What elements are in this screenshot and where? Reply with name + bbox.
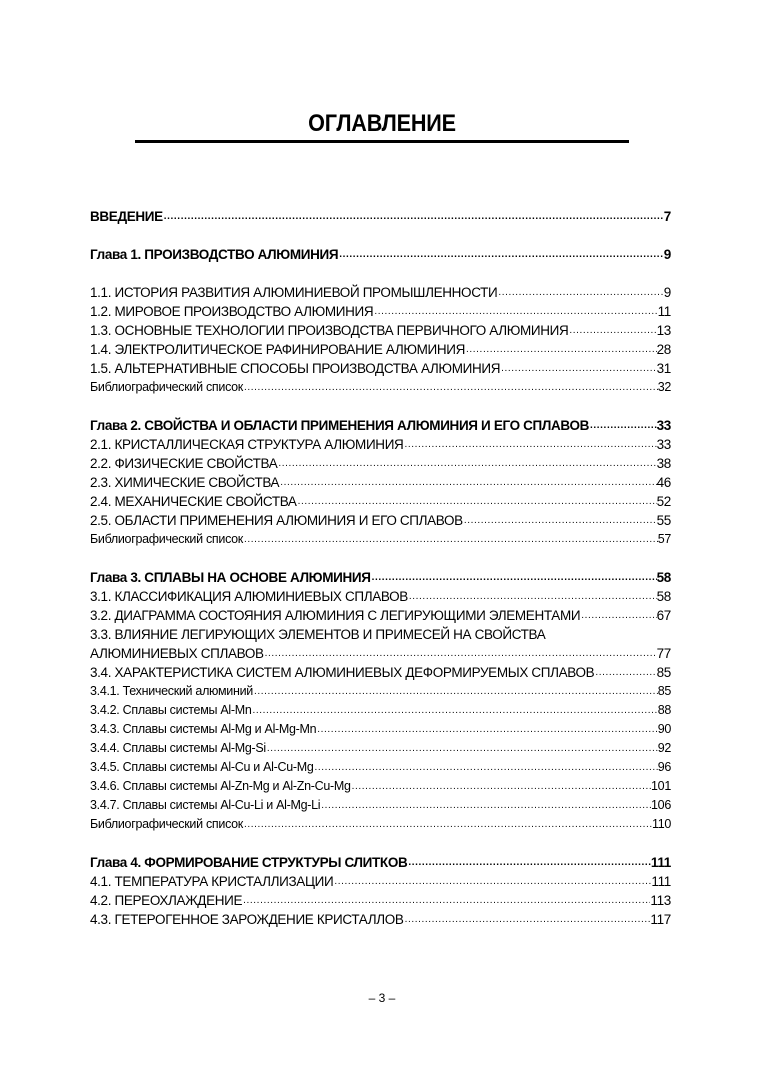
toc-chapter-3[interactable] (90, 568, 671, 587)
toc-entry-title: 3.3. ВЛИЯНИЕ ЛЕГИРУЮЩИХ ЭЛЕМЕНТОВ И ПРИМЕСЕЙ НА СВОЙСТВА (90, 627, 546, 642)
toc-leader (279, 473, 656, 492)
toc-subentry[interactable] (90, 758, 671, 777)
toc-entry[interactable] (90, 473, 671, 492)
toc-leader (568, 321, 656, 340)
toc-leader (338, 245, 664, 264)
toc-entry-page: 111 (650, 855, 671, 870)
toc-entry-title: 3.4.3. Сплавы системы Al-Mg и Al-Mg-Mn (90, 722, 317, 736)
toc-leader (500, 359, 656, 378)
toc-leader (320, 796, 651, 815)
toc-entry-page: 117 (650, 912, 671, 927)
toc-entry-page: 77 (656, 646, 671, 661)
toc-entry-title: 3.4.5. Сплавы системы Al-Cu и Al-Cu-Mg (90, 760, 314, 774)
toc-leader (404, 910, 651, 929)
toc-leader (463, 511, 657, 530)
toc-entry[interactable] (90, 302, 671, 321)
toc-leader (333, 872, 651, 891)
toc-entry-title: 2.1. КРИСТАЛЛИЧЕСКАЯ СТРУКТУРА АЛЮМИНИЯ (90, 437, 404, 452)
page-title: ОГЛАВЛЕНИЕ (308, 110, 456, 137)
toc-entry[interactable] (90, 663, 671, 682)
toc-leader (252, 701, 658, 720)
toc-subentry[interactable] (90, 682, 671, 701)
toc-entry-title: 3.4. ХАРАКТЕРИСТИКА СИСТЕМ АЛЮМИНИЕВЫХ ДЕФОРМИРУЕМЫХ СПЛАВОВ (90, 665, 595, 680)
toc-entry-intro[interactable] (90, 207, 671, 226)
toc-entry-title: 2.3. ХИМИЧЕСКИЕ СВОЙСТВА (90, 475, 280, 490)
toc-leader (594, 663, 656, 682)
toc-entry-page: 31 (656, 361, 671, 376)
toc-leader (264, 644, 657, 663)
toc-entry-title: 3.4.6. Сплавы системы Al-Zn-Mg и Al-Zn-Cu-Mg (90, 779, 351, 793)
toc-entry-page: 92 (657, 741, 671, 755)
toc-entry-title: 1.5. АЛЬТЕРНАТИВНЫЕ СПОСОБЫ ПРОИЗВОДСТВА АЛЮМИНИЯ (90, 361, 501, 376)
toc-entry-page: 13 (656, 323, 671, 338)
toc-leader (316, 720, 657, 739)
toc-entry-title: 4.2. ПЕРЕОХЛАЖДЕНИЕ (90, 893, 243, 908)
toc-subentry[interactable] (90, 720, 671, 739)
toc-entry-title: 3.4.4. Сплавы системы Al-Mg-Si (90, 741, 266, 755)
toc-entry[interactable] (90, 587, 671, 606)
toc-entry[interactable] (90, 454, 671, 473)
toc-entry-title: 1.1. ИСТОРИЯ РАЗВИТИЯ АЛЮМИНИЕВОЙ ПРОМЫШЛЕННОСТИ (90, 285, 498, 300)
toc-entry-page: 88 (657, 703, 671, 717)
toc-entry-title: 3.1. КЛАССИФИКАЦИЯ АЛЮМИНИЕВЫХ СПЛАВОВ (90, 589, 408, 604)
toc-entry-title: 4.3. ГЕТЕРОГЕННОЕ ЗАРОЖДЕНИЕ КРИСТАЛЛОВ (90, 912, 404, 927)
toc-leader (373, 302, 657, 321)
toc-leader (277, 454, 656, 473)
toc-entry-page: 33 (656, 437, 671, 452)
toc-entry-title: 4.1. ТЕМПЕРАТУРА КРИСТАЛЛИЗАЦИИ (90, 874, 334, 889)
toc-entry-title: АЛЮМИНИЕВЫХ СПЛАВОВ (90, 646, 264, 661)
toc-entry-page: 9 (663, 285, 671, 300)
toc-entry[interactable] (90, 872, 671, 891)
toc-entry-page: 9 (663, 247, 671, 262)
toc-entry-title: Глава 2. СВОЙСТВА И ОБЛАСТИ ПРИМЕНЕНИЯ АЛЮМИНИЯ И ЕГО СПЛАВОВ (90, 418, 590, 433)
toc-entry-page: 52 (656, 494, 671, 509)
toc-entry-title: 3.4.7. Сплавы системы Al-Cu-Li и Al-Mg-Li (90, 798, 321, 812)
toc-leader (371, 568, 657, 587)
toc-entry-page: 38 (656, 456, 671, 471)
toc-entry[interactable] (90, 606, 671, 625)
toc-entry-title: Глава 1. ПРОИЗВОДСТВО АЛЮМИНИЯ (90, 247, 339, 262)
toc-leader (580, 606, 656, 625)
toc-entry-title: 1.3. ОСНОВНЫЕ ТЕХНОЛОГИИ ПРОИЗВОДСТВА ПЕРВИЧНОГО АЛЮМИНИЯ (90, 323, 569, 338)
table-of-contents (90, 207, 671, 929)
toc-entry-page: 33 (656, 418, 671, 433)
toc-entry-title: Глава 3. СПЛАВЫ НА ОСНОВЕ АЛЮМИНИЯ (90, 570, 371, 585)
toc-entry-page: 113 (650, 893, 671, 908)
toc-entry-page: 85 (657, 684, 671, 698)
toc-subentry[interactable] (90, 701, 671, 720)
toc-entry-page: 110 (651, 817, 671, 831)
toc-leader (266, 739, 658, 758)
toc-leader (408, 587, 657, 606)
toc-entry[interactable] (90, 891, 671, 910)
toc-leader (243, 530, 658, 549)
toc-entry-line2[interactable] (90, 644, 671, 663)
toc-leader (163, 207, 664, 226)
toc-entry-title: ВВЕДЕНИЕ (90, 209, 163, 224)
toc-entry-page: 96 (657, 760, 671, 774)
toc-leader (253, 682, 658, 701)
toc-leader (403, 435, 656, 454)
toc-entry[interactable] (90, 340, 671, 359)
toc-entry-title: 2.2. ФИЗИЧЕСКИЕ СВОЙСТВА (90, 456, 278, 471)
toc-entry-page: 46 (656, 475, 671, 490)
toc-entry-title: 3.4.2. Сплавы системы Al-Mn (90, 703, 252, 717)
toc-entry-page: 32 (657, 380, 671, 394)
toc-subentry[interactable] (90, 796, 671, 815)
toc-chapter-1[interactable] (90, 245, 671, 264)
toc-entry-title: Библиографический список (90, 380, 243, 394)
toc-entry-page: 90 (657, 722, 671, 736)
toc-entry[interactable] (90, 511, 671, 530)
toc-entry-title: 1.4. ЭЛЕКТРОЛИТИЧЕСКОЕ РАФИНИРОВАНИЕ АЛЮМИНИЯ (90, 342, 466, 357)
toc-entry[interactable] (90, 910, 671, 929)
toc-entry-page: 85 (656, 665, 671, 680)
toc-chapter-2[interactable] (90, 416, 671, 435)
toc-entry-page: 111 (651, 874, 671, 889)
toc-entry-title: 3.4.1. Технический алюминий (90, 684, 253, 698)
toc-entry-title: Глава 4. ФОРМИРОВАНИЕ СТРУКТУРЫ СЛИТКОВ (90, 855, 408, 870)
toc-leader (465, 340, 657, 359)
title-underline (135, 140, 629, 143)
toc-entry-title: 2.5. ОБЛАСТИ ПРИМЕНЕНИЯ АЛЮМИНИЯ И ЕГО СПЛАВОВ (90, 513, 463, 528)
toc-entry-page: 101 (651, 779, 671, 793)
toc-entry-bibliography[interactable] (90, 530, 671, 549)
toc-entry-page: 57 (657, 532, 671, 546)
toc-chapter-4[interactable] (90, 853, 671, 872)
toc-entry-page: 28 (656, 342, 671, 357)
toc-entry-title: Библиографический список (90, 532, 243, 546)
toc-leader (589, 416, 657, 435)
toc-entry-page: 58 (656, 589, 671, 604)
toc-entry-bibliography[interactable] (90, 378, 671, 397)
toc-leader (314, 758, 658, 777)
toc-subentry[interactable] (90, 739, 671, 758)
toc-entry-page: 67 (656, 608, 671, 623)
toc-leader (407, 853, 650, 872)
toc-subentry[interactable] (90, 777, 671, 796)
toc-entry[interactable] (90, 321, 671, 340)
toc-leader (242, 891, 650, 910)
toc-leader (297, 492, 657, 511)
toc-leader (497, 283, 663, 302)
toc-entry-page: 7 (663, 209, 671, 224)
page-number: – 3 – (368, 991, 396, 1005)
toc-entry-page: 11 (657, 304, 671, 319)
toc-entry[interactable] (90, 359, 671, 378)
toc-entry[interactable] (90, 492, 671, 511)
toc-entry-line1[interactable] (90, 625, 671, 644)
toc-entry-page: 106 (651, 798, 671, 812)
toc-entry-page: 58 (656, 570, 671, 585)
toc-entry[interactable] (90, 283, 671, 302)
toc-entry-title: 1.2. МИРОВОЕ ПРОИЗВОДСТВО АЛЮМИНИЯ (90, 304, 374, 319)
toc-entry[interactable] (90, 435, 671, 454)
toc-entry-page: 55 (656, 513, 671, 528)
toc-entry-title: 2.4. МЕХАНИЧЕСКИЕ СВОЙСТВА (90, 494, 297, 509)
toc-leader (243, 378, 658, 397)
toc-leader (243, 815, 652, 834)
toc-leader (351, 777, 651, 796)
toc-entry-title: Библиографический список (90, 817, 243, 831)
toc-entry-bibliography[interactable] (90, 815, 671, 834)
toc-entry-title: 3.2. ДИАГРАММА СОСТОЯНИЯ АЛЮМИНИЯ С ЛЕГИРУЮЩИМИ ЭЛЕМЕНТАМИ (90, 608, 581, 623)
